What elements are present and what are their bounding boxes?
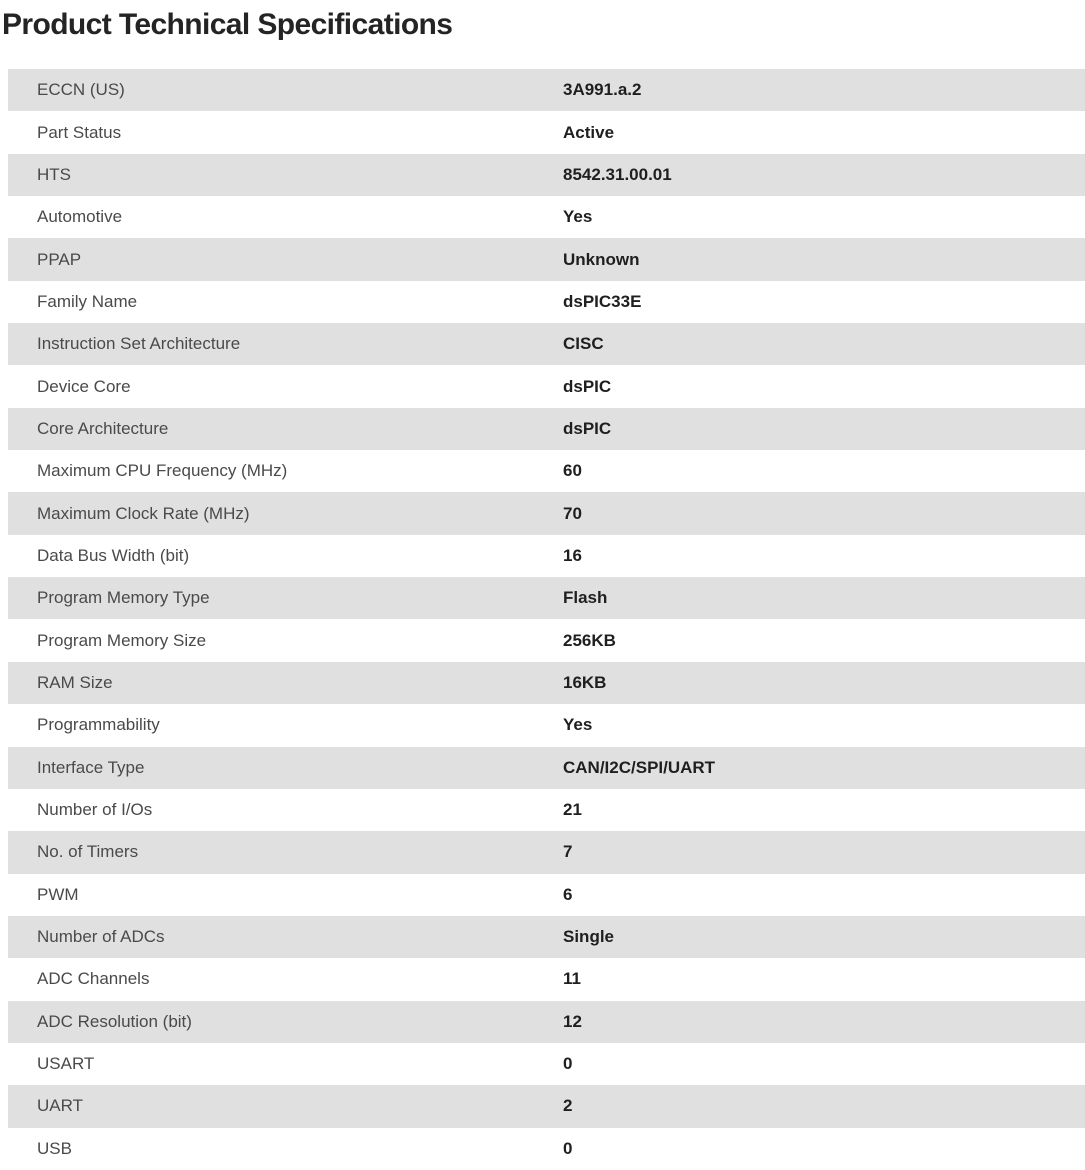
spec-label: Number of I/Os (37, 800, 153, 820)
spec-label: PPAP (37, 249, 82, 269)
spec-label: ADC Channels (37, 969, 150, 989)
spec-value: 7 (563, 842, 573, 862)
table-row (8, 1128, 1085, 1170)
spec-label: Part Status (37, 122, 122, 142)
spec-label: Device Core (37, 376, 131, 396)
spec-label: Core Architecture (37, 418, 169, 438)
table-row (8, 535, 1085, 577)
spec-value: dsPIC (563, 418, 612, 438)
spec-label: Program Memory Size (37, 630, 207, 650)
spec-value: 11 (563, 969, 581, 989)
table-row (8, 874, 1085, 916)
spec-label: ECCN (US) (37, 80, 125, 100)
table-row (8, 704, 1085, 746)
spec-value: 16 (563, 545, 582, 565)
table-row (8, 1001, 1085, 1043)
spec-value: 2 (563, 1096, 573, 1116)
spec-value: Active (563, 122, 615, 142)
table-row (8, 408, 1085, 450)
spec-value: Yes (563, 207, 593, 227)
spec-value: CISC (563, 334, 604, 354)
spec-label: Program Memory Type (37, 588, 210, 608)
spec-label: Maximum Clock Rate (MHz) (37, 503, 250, 523)
spec-value: Unknown (563, 249, 640, 269)
spec-label: Data Bus Width (bit) (37, 545, 190, 565)
spec-value: dsPIC33E (563, 291, 642, 311)
spec-label: UART (37, 1096, 83, 1116)
spec-label: HTS (37, 164, 71, 184)
table-row (8, 1043, 1085, 1085)
table-row (8, 111, 1085, 153)
table-row (8, 831, 1085, 873)
spec-value: Flash (563, 588, 608, 608)
table-row (8, 365, 1085, 407)
table-row (8, 662, 1085, 704)
spec-value: 70 (563, 503, 582, 523)
spec-label: No. of Timers (37, 842, 139, 862)
table-row (8, 281, 1085, 323)
table-row (8, 747, 1085, 789)
spec-value: 12 (563, 1011, 582, 1031)
spec-value: 60 (563, 461, 582, 481)
spec-label: ADC Resolution (bit) (37, 1011, 192, 1031)
table-row (8, 154, 1085, 196)
spec-label: Number of ADCs (37, 927, 165, 947)
table-row (8, 958, 1085, 1000)
table-row (8, 196, 1085, 238)
table-row (8, 577, 1085, 619)
table-row (8, 492, 1085, 534)
table-row (8, 789, 1085, 831)
spec-label: PWM (37, 884, 79, 904)
spec-value: 21 (563, 800, 582, 820)
spec-table (8, 69, 1085, 1170)
table-row (8, 450, 1085, 492)
spec-label: Programmability (37, 715, 160, 735)
spec-value: dsPIC (563, 376, 612, 396)
table-row (8, 619, 1085, 661)
spec-value: 0 (563, 1138, 573, 1158)
spec-value: CAN/I2C/SPI/UART (563, 757, 716, 777)
spec-label: Instruction Set Architecture (37, 334, 241, 354)
spec-value: 6 (563, 884, 573, 904)
spec-label: Maximum CPU Frequency (MHz) (37, 461, 288, 481)
spec-label: Automotive (37, 207, 123, 227)
spec-value: 256KB (563, 630, 616, 650)
spec-label: Family Name (37, 291, 138, 311)
table-row (8, 69, 1085, 111)
table-row (8, 238, 1085, 280)
spec-value: Yes (563, 715, 593, 735)
spec-value: 8542.31.00.01 (563, 164, 672, 184)
spec-label: RAM Size (37, 672, 113, 692)
table-row (8, 1085, 1085, 1127)
spec-value: Single (563, 927, 615, 947)
spec-value: 0 (563, 1054, 573, 1074)
spec-value: 16KB (563, 672, 607, 692)
spec-label: USART (37, 1054, 95, 1074)
table-row (8, 323, 1085, 365)
spec-value: 3A991.a.2 (563, 80, 642, 100)
table-row (8, 916, 1085, 958)
page-title: Product Technical Specifications (2, 8, 453, 41)
spec-label: USB (37, 1138, 72, 1158)
spec-label: Interface Type (37, 757, 145, 777)
